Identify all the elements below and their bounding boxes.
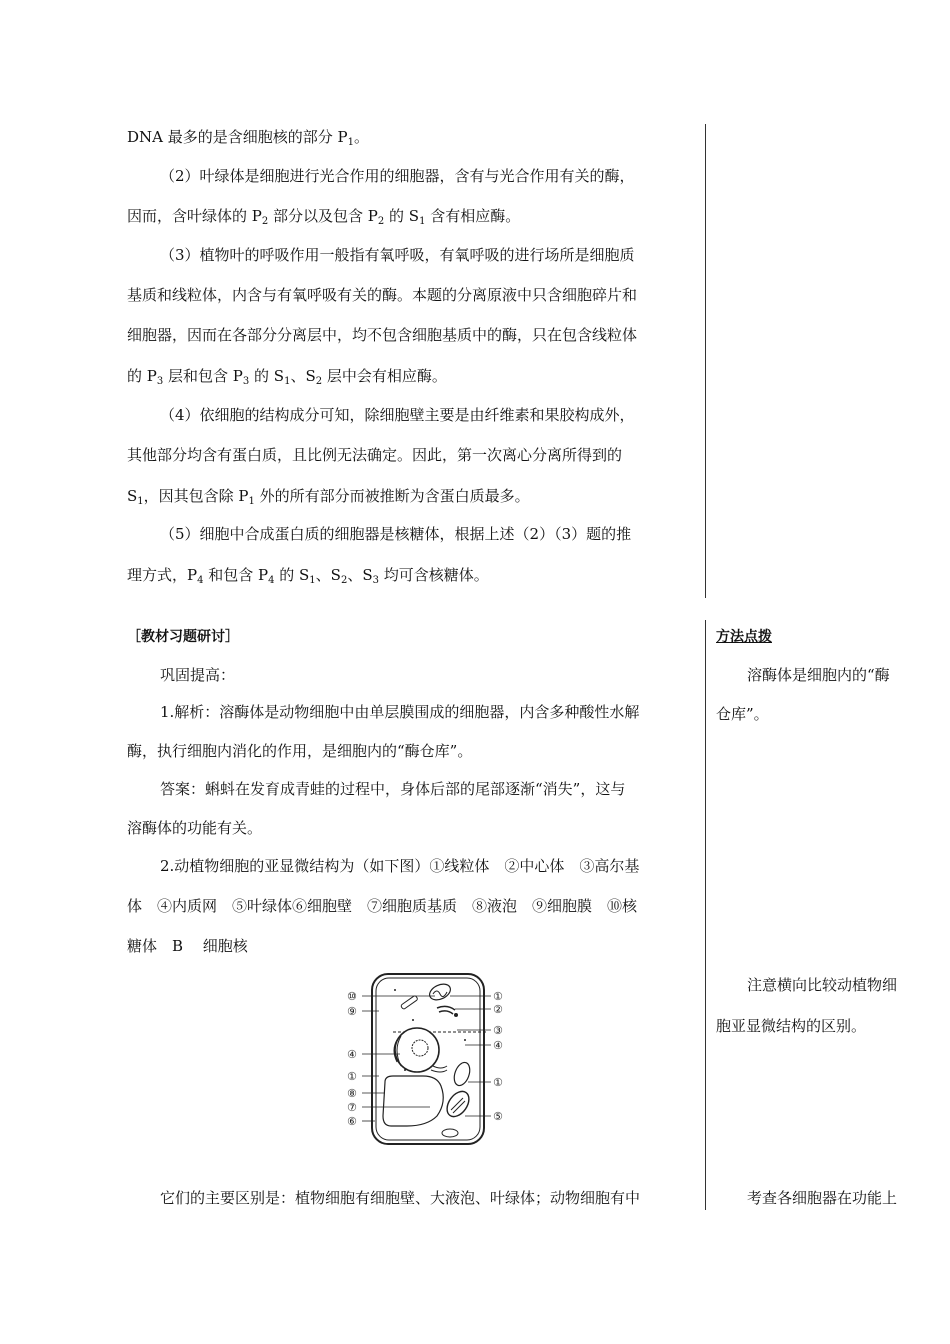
text-line: 2.动植物细胞的亚显微结构为（如下图）①线粒体 ②中心体 ③高尔基 — [160, 857, 640, 875]
label-right: ④ — [493, 1039, 503, 1052]
label-right: ③ — [493, 1024, 503, 1037]
label-right: ② — [493, 1003, 503, 1016]
label-left: ④ — [347, 1048, 357, 1061]
text-line: （3）植物叶的呼吸作用一般指有氧呼吸，有氧呼吸的进行场所是细胞质 — [160, 246, 635, 264]
label-left: ⑩ — [347, 990, 357, 1003]
label-left: ⑨ — [347, 1005, 357, 1018]
sidebar-title: 方法点拨 — [716, 629, 772, 645]
text-line: 基质和线粒体，内含与有氧呼吸有关的酶。本题的分离原液中只含细胞碎片和 — [127, 286, 638, 304]
text-line: 的 $P_3$ 层和包含 $P_3$ 的 $S_1$、$S_2$ 层中会有相应酶。 — [127, 367, 447, 387]
sidebar-tip: 溶酶体是细胞内的“酶 — [747, 666, 890, 684]
label-left: ⑦ — [347, 1101, 357, 1114]
subsection-label: 巩固提高： — [160, 666, 236, 684]
text-line: 1.解析：溶酶体是动物细胞中由单层膜围成的细胞器，内含多种酸性水解 — [160, 703, 640, 721]
sidebar-tip: 考查各细胞器在功能上 — [747, 1189, 898, 1207]
cell-diagram — [345, 970, 520, 1150]
label-right: ① — [493, 1076, 503, 1089]
text-line: 细胞器，因而在各部分分离层中，均不包含细胞基质中的酶，只在包含线粒体 — [127, 326, 638, 344]
text-line: 因而，含叶绿体的 $P_2$ 部分以及包含 $P_2$ 的 $S_1$ 含有相应酶。 — [127, 207, 521, 227]
column-divider-top — [705, 124, 706, 598]
text-line: 其他部分均含有蛋白质，且比例无法确定。因此，第一次离心分离所得到的 — [127, 446, 623, 464]
sidebar-tip: 仓库”。 — [716, 705, 769, 723]
text-line: （4）依细胞的结构成分可知，除细胞壁主要是由纤维素和果胶构成外， — [160, 406, 635, 424]
text-line: $S_1$，因其包含除 $P_1$ 外的所有部分而被推断为含蛋白质最多。 — [127, 487, 530, 507]
label-left: ⑧ — [347, 1087, 357, 1100]
label-right: ① — [493, 990, 503, 1003]
text-line: 它们的主要区别是：植物细胞有细胞壁、大液泡、叶绿体；动物细胞有中 — [160, 1189, 641, 1207]
text-line: 答案：蝌蚪在发育成青蛙的过程中，身体后部的尾部逐渐“消失”，这与 — [160, 780, 626, 798]
text-line: （2）叶绿体是细胞进行光合作用的细胞器，含有与光合作用有关的酶， — [160, 167, 635, 185]
column-divider-bottom — [705, 620, 706, 1210]
text-line: 酶，执行细胞内消化的作用，是细胞内的“酶仓库”。 — [127, 742, 473, 760]
text-line: 体 ④内质网 ⑤叶绿体⑥细胞壁 ⑦细胞质基质 ⑧液泡 ⑨细胞膜 ⑩核 — [127, 897, 638, 915]
text-line: 溶酶体的功能有关。 — [127, 819, 263, 837]
label-right: ⑤ — [493, 1110, 503, 1123]
text-line: DNA 最多的是含细胞核的部分 $P_1$。 — [127, 128, 370, 148]
sidebar-tip: 注意横向比较动植物细 — [747, 976, 898, 994]
label-left: ① — [347, 1070, 357, 1083]
text-line: 理方式，$P_4$ 和包含 $P_4$ 的 $S_1$、$S_2$、$S_3$ 均可含核糖体。 — [127, 566, 489, 586]
text-line: 糖体 B 细胞核 — [127, 937, 248, 955]
section-title: ［教材习题研讨］ — [127, 629, 239, 645]
text-line: （5）细胞中合成蛋白质的细胞器是核糖体，根据上述（2）（3）题的推 — [160, 525, 632, 543]
label-left: ⑥ — [347, 1115, 357, 1128]
sidebar-tip: 胞亚显微结构的区别。 — [716, 1017, 867, 1035]
